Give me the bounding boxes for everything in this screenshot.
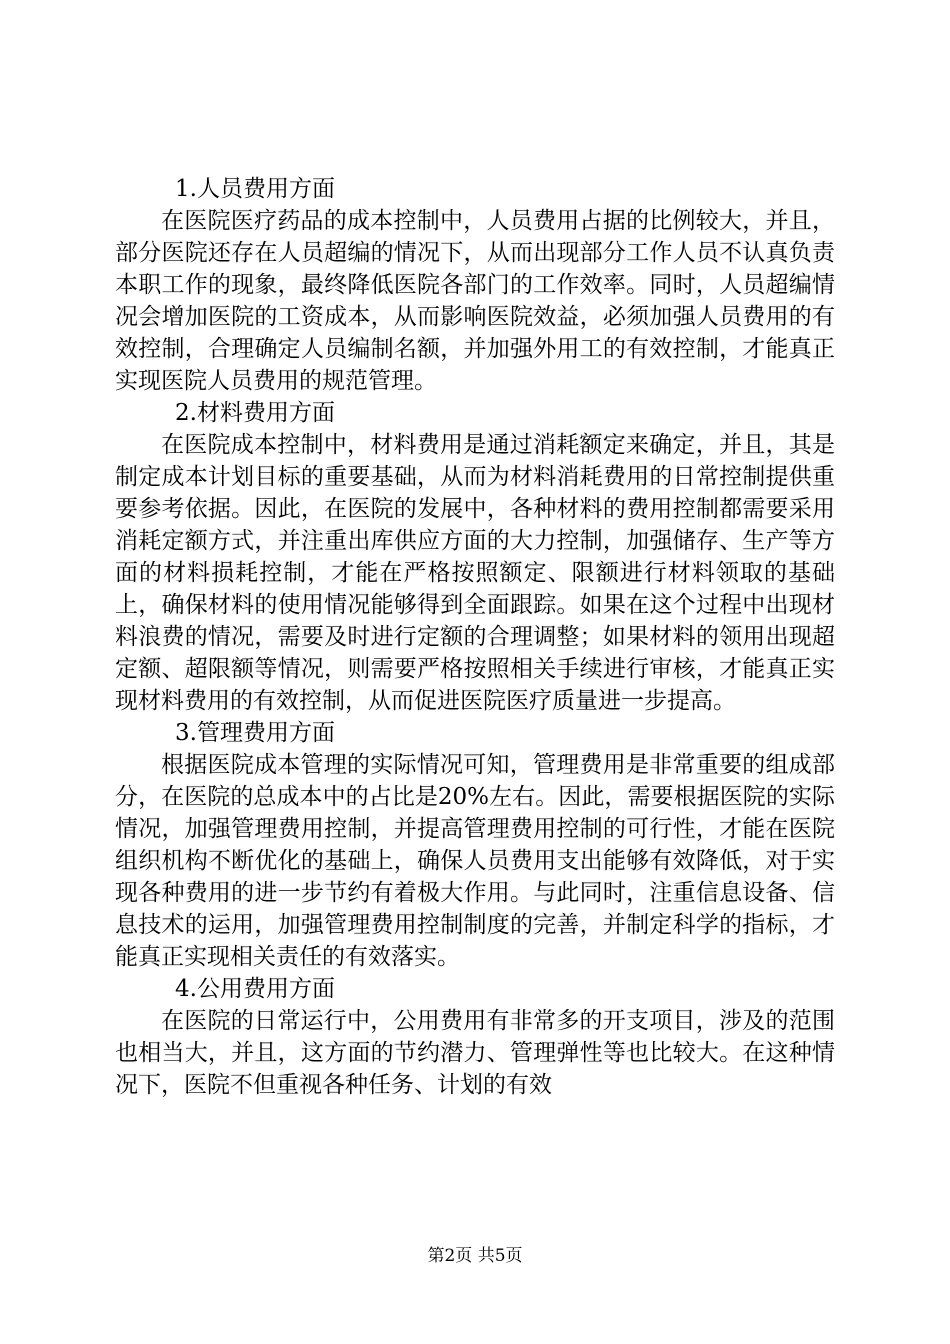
document-body — [115, 173, 835, 1101]
section-heading-management: 3.管理费用方面 — [175, 720, 335, 746]
section-heading-public: 4.公用费用方面 — [175, 976, 335, 1002]
section-heading-personnel: 1.人员费用方面 — [175, 176, 335, 202]
section-body-management: 根据医院成本管理的实际情况可知，管理费用是非常重要的组成部分，在医院的总成本中的占比是20%左右。因此，需要根据医院的实际情况，加强管理费用控制，并提高管理费用控制的可行性，才能在医院组织机构不断优化的基础上，确保人员费用支出能够有效降低，对于实现各种费用的进一步节约有着极大作用。与此同时，注重信息设备、信息技术的运用，加强管理费用控制制度的完善，并制定科学的指标，才能真正实现相关责任的有效落实。 — [115, 752, 835, 970]
section-body-personnel: 在医院医疗药品的成本控制中，人员费用占据的比例较大，并且，部分医院还存在人员超编的情况下，从而出现部分工作人员不认真负责本职工作的现象，最终降低医院各部门的工作效率。同时，人员超编情况会增加医院的工资成本，从而影响医院效益，必须加强人员费用的有效控制，合理确定人员编制名额，并加强外用工的有效控制，才能真正实现医院人员费用的规范管理。 — [115, 208, 835, 394]
page-number-footer: 第2页 共5页 — [427, 1246, 523, 1266]
section-body-public: 在医院的日常运行中，公用费用有非常多的开支项目，涉及的范围也相当大，并且，这方面的节约潜力、管理弹性等也比较大。在这种情况下，医院不但重视各种任务、计划的有效 — [115, 1008, 835, 1098]
section-heading-materials: 2.材料费用方面 — [175, 400, 335, 426]
section-body-materials: 在医院成本控制中，材料费用是通过消耗额定来确定，并且，其是制定成本计划目标的重要基础，从而为材料消耗费用的日常控制提供重要参考依据。因此，在医院的发展中，各种材料的费用控制都需要采用消耗定额方式，并注重出库供应方面的大力控制，加强储存、生产等方面的材料损耗控制，才能在严格按照额定、限额进行材料领取的基础上，确保材料的使用情况能够得到全面跟踪。如果在这个过程中出现材料浪费的情况，需要及时进行定额的合理调整；如果材料的领用出现超定额、超限额等情况，则需要严格按照相关手续进行审核，才能真正实现材料费用的有效控制，从而促进医院医疗质量进一步提高。 — [115, 432, 835, 714]
